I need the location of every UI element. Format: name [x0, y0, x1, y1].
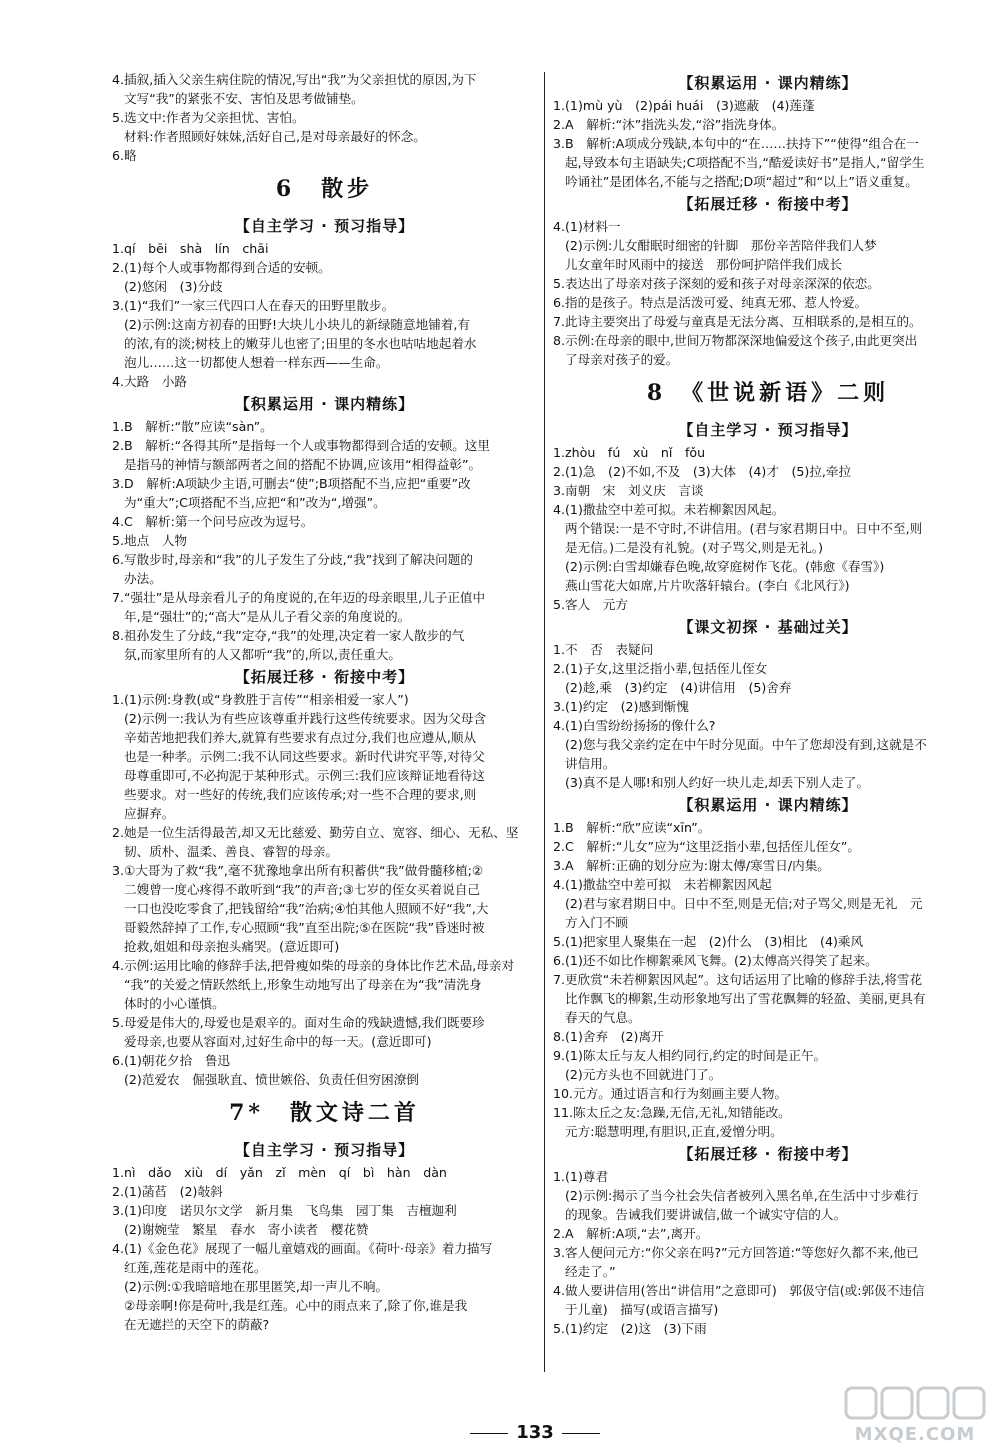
answer-line: 2.C 解析:“儿女”应为“这里泛指小辈,包括侄儿侄女”。 — [553, 839, 861, 854]
answer-line: 9.(1)陈太丘与友人相约同行,约定的时间是正午。 — [553, 1048, 827, 1063]
answer-line: (2)示例:①我暗暗地在那里匿笑,却一声儿不响。 — [124, 1279, 389, 1294]
answer-line: 5.(1)约定 (2)这 (3)下雨 — [553, 1321, 707, 1336]
answer-line: 也是一种孝。示例二:我不认同这些要求。新时代讲究平等,对待父 — [124, 749, 485, 764]
answer-line: 3.客人便问元方:“你父亲在吗?”元方回答道:“等您好久都不来,他已 — [553, 1245, 919, 1260]
answer-line: 的现象。告诫我们要讲诚信,做一个诚实守信的人。 — [565, 1207, 847, 1222]
answer-line: 1.(1)mù yù (2)pái huái (3)遮蔽 (4)莲蓬 — [553, 98, 815, 113]
answer-line: 2.(1)急 (2)不如,不及 (3)大体 (4)才 (5)拉,牵拉 — [553, 464, 852, 479]
answer-line: 起,导致本句主语缺失;C项搭配不当,“酷爱读好书”是指人,“留学生 — [565, 155, 925, 170]
answer-line: 5.地点 人物 — [112, 533, 187, 548]
answer-line: “我”的关爱之情跃然纸上,形象生动地写出了母亲在为“我”清洗身 — [124, 977, 482, 992]
answer-line: (2)示例:揭示了当今社会失信者被列入黑名单,在生活中寸步难行 — [565, 1188, 919, 1203]
answer-line: 讲信用。 — [565, 756, 616, 771]
page-number: 133 — [470, 1422, 600, 1444]
answer-line: 4.(1)《金色花》展现了一幅儿童嬉戏的画面。《荷叶·母亲》着力描写 — [112, 1241, 493, 1256]
section-heading: 【积累运用 · 课内精练】 — [678, 796, 858, 814]
answer-line: 4.(1)材料一 — [553, 219, 621, 234]
answer-line: 4.C 解析:第一个问号应改为逗号。 — [112, 514, 314, 529]
answer-line: 1.B 解析:“欣”应读“xīn”。 — [553, 820, 711, 835]
answer-line: 办法。 — [124, 571, 162, 586]
answer-line: 在无遮拦的天空下的荫蔽? — [124, 1317, 270, 1332]
section-heading: 【拓展迁移 · 衔接中考】 — [678, 195, 858, 213]
answer-line: 6.写散步时,母亲和“我”的儿子发生了分歧,“我”找到了解决问题的 — [112, 552, 473, 567]
answer-line: 爱母亲,也要从容面对,过好生命中的每一天。(意近即可) — [124, 1034, 432, 1049]
answer-line: 两个错误:一是不守时,不讲信用。(君与家君期日中。日中不至,则 — [565, 521, 923, 536]
answer-line: 3.(1)印度 诺贝尔文学 新月集 飞鸟集 园丁集 吉檀迦利 — [112, 1203, 457, 1218]
section-heading: 【自主学习 · 预习指导】 — [234, 217, 415, 235]
answer-line: 韧、质朴、温柔、善良、睿智的母亲。 — [124, 844, 339, 859]
answer-line: 1.qí bēi shà lín chāi — [112, 241, 269, 256]
answer-line: 哥毅然辞掉了工作,专心照顾“我”直至出院;⑤在医院“我”昏迷时被 — [124, 920, 485, 935]
section-heading: 【拓展迁移 · 衔接中考】 — [234, 668, 415, 686]
answer-line: 6.(1)还不如比作柳絮乘风飞舞。(2)太傅高兴得笑了起来。 — [553, 953, 878, 968]
section-heading: 【拓展迁移 · 衔接中考】 — [678, 1145, 858, 1163]
answer-line: (2)君与家君期日中。日中不至,则是无信;对子骂父,则是无礼 元 — [565, 896, 923, 911]
lesson-title: 7* 散文诗二首 — [229, 1100, 420, 1126]
answer-line: 材料:作者照顾好妹妹,活好自己,是对母亲最好的怀念。 — [124, 129, 426, 144]
answer-line: 辛茹苦地把我们养大,就算有些要求有点过分,我们也应遵从,顺从 — [124, 730, 477, 745]
answer-line: 1.(1)尊君 — [553, 1169, 609, 1184]
answer-line: 2.(1)子女,这里泛指小辈,包括侄儿侄女 — [553, 661, 768, 676]
answer-line: 元方:聪慧明理,有胆识,正直,爱憎分明。 — [565, 1124, 783, 1139]
answer-line: 6.略 — [112, 148, 137, 163]
answer-line: (2)元方头也不回就进门了。 — [565, 1067, 722, 1082]
answer-line: (2)趁,乘 (3)约定 (4)讲信用 (5)舍弃 — [565, 680, 792, 695]
answer-line: 6.指的是孩子。特点是活泼可爱、纯真无邪、惹人怜爱。 — [553, 295, 868, 310]
answer-line: 3.①大哥为了救“我”,毫不犹豫地拿出所有积蓄供“我”做骨髓移植;② — [112, 863, 484, 878]
answer-line: 7.更欣赏“未若柳絮因风起”。这句话运用了比喻的修辞手法,将雪花 — [553, 972, 923, 987]
answer-line: 二嫂曾一度心疼得不敢听到“我”的声音;③七岁的侄女买着说自己 — [124, 882, 481, 897]
section-heading: 【课文初探 · 基础过关】 — [678, 618, 858, 636]
answer-line: 5.表达出了母亲对孩子深刻的爱和孩子对母亲深深的依恋。 — [553, 276, 880, 291]
lesson-title: 8 《世说新语》二则 — [646, 380, 890, 406]
answer-line: 8.祖孙发生了分歧,“我”定夺,“我”的处理,决定着一家人散步的气 — [112, 628, 465, 643]
answer-line: (2)范爱农 倔强耿直、愤世嫉俗、负责任但穷困潦倒 — [124, 1072, 419, 1087]
watermark-emblem-icon — [840, 1384, 990, 1424]
left-column — [112, 70, 537, 1334]
answer-line: 经走了。” — [565, 1264, 616, 1279]
answer-line: 4.插叙,插入父亲生病住院的情况,写出“我”为父亲担忧的原因,为下 — [112, 72, 477, 87]
answer-line: 些要求。对一些好的传统,我们应该传承;对一些不合理的要求,则 — [124, 787, 477, 802]
answer-line: 1.(1)示例:身教(或“身教胜于言传”“相亲相爱一家人”) — [112, 692, 409, 707]
column-divider — [544, 72, 545, 1372]
answer-line: 燕山雪花大如席,片片吹落轩辕台。(李白《北风行》) — [565, 578, 850, 593]
answer-line: 春天的气息。 — [565, 1010, 641, 1025]
answer-line: 8.示例:在母亲的眼中,世间万物都深深地偏爱这个孩子,由此更突出 — [553, 333, 918, 348]
answer-line: 2.(1)每个人或事物都得到合适的安顿。 — [112, 260, 331, 275]
answer-line: 1.nì dǎo xiù dí yǎn zǐ mèn qí bì hàn dàn — [112, 1165, 447, 1180]
answer-line: 10.元方。通过语言和行为刻画主要人物。 — [553, 1086, 788, 1101]
answer-line: (2)示例:儿女酣眠时细密的针脚 那份辛苦陪伴我们人梦 — [565, 238, 877, 253]
answer-line: 1.B 解析:“散”应读“sàn”。 — [112, 419, 273, 434]
answer-line: 2.(1)菡萏 (2)敧斜 — [112, 1184, 223, 1199]
answer-line: 7.此诗主要突出了母爱与童真是无法分离、互相联系的,是相互的。 — [553, 314, 922, 329]
answer-line: 4.做人要讲信用(答出“讲信用”之意即可) 郭伋守信(或:郭伋不违信 — [553, 1283, 925, 1298]
answer-line: 2.B 解析:“各得其所”是指每一个人或事物都得到合适的安顿。这里 — [112, 438, 490, 453]
answer-line: ②母亲啊!你是荷叶,我是红莲。心中的雨点来了,除了你,谁是我 — [124, 1298, 468, 1313]
answer-line: 于儿童) 描写(或语言描写) — [565, 1302, 719, 1317]
answer-line: 4.示例:运用比喻的修辞手法,把骨瘦如柴的母亲的身体比作艺术品,母亲对 — [112, 958, 515, 973]
answer-line: (2)示例一:我认为有些应该尊重并践行这些传统要求。因为父母含 — [124, 711, 487, 726]
answer-line: 母尊重即可,不必拘泥于某种形式。示例三:我们应该辩证地看待这 — [124, 768, 485, 783]
answer-line: 2.A 解析:A项,“去”,离开。 — [553, 1226, 709, 1241]
answer-line: 比作飘飞的柳絮,生动形象地写出了雪花飘舞的轻盈、美丽,更具有 — [565, 991, 926, 1006]
answer-line: (3)真不是人哪!和别人约好一块儿走,却丢下别人走了。 — [565, 775, 869, 790]
answer-line: 文写“我”的紧张不安、害怕及思考做铺垫。 — [124, 91, 364, 106]
answer-line: 4.(1)撒盐空中差可拟。未若柳絮因风起。 — [553, 502, 785, 517]
answer-line: 3.D 解析:A项缺少主语,可删去“使”;B项搭配不当,应把“重要”改 — [112, 476, 471, 491]
right-column — [553, 70, 983, 1338]
answer-line: (2)您与我父亲约定在中午时分见面。中午了您却没有到,这就是不 — [565, 737, 927, 752]
answer-line: 年,是“强壮”的;“高大”是从儿子看父亲的角度说的。 — [124, 609, 411, 624]
answer-line: 抢救,姐姐和母亲抱头痛哭。(意近即可) — [124, 939, 340, 954]
answer-line: 方入门不顾 — [565, 915, 628, 930]
answer-line: 5.母爱是伟大的,母爱也是艰辛的。面对生命的残缺遗憾,我们既要珍 — [112, 1015, 485, 1030]
answer-line: 4.大路 小路 — [112, 374, 187, 389]
answer-line: 3.(1)约定 (2)感到惭愧 — [553, 699, 689, 714]
answer-line: (2)示例:这南方初春的田野!大块儿小块儿的新绿随意地铺着,有 — [124, 317, 470, 332]
answer-line: 11.陈太丘之友:急躁,无信,无礼,知错能改。 — [553, 1105, 791, 1120]
section-heading: 【积累运用 · 课内精练】 — [678, 74, 858, 92]
answer-line: 7.“强壮”是从母亲看儿子的角度说的,在年迈的母亲眼里,儿子正值中 — [112, 590, 486, 605]
answer-line: (2)悠闲 (3)分歧 — [124, 279, 223, 294]
answer-line: 3.(1)“我们”一家三代四口人在春天的田野里散步。 — [112, 298, 395, 313]
answer-line: 体时的小心谨慎。 — [124, 996, 225, 1011]
watermark-logo — [840, 1384, 990, 1450]
answer-line: 为“重大”;C项搭配不当,应把“和”改为“,增强”。 — [124, 495, 386, 510]
answer-line: 5.客人 元方 — [553, 597, 628, 612]
answer-line: 是指马的神情与额部两者之间的搭配不协调,应该用“相得益彰”。 — [124, 457, 482, 472]
answer-line: 儿女童年时风雨中的接送 那份呵护陪伴我们成长 — [565, 257, 843, 272]
section-heading: 【积累运用 · 课内精练】 — [234, 395, 415, 413]
answer-line: 了母亲对孩子的爱。 — [565, 352, 679, 367]
lesson-title: 6 散步 — [275, 176, 374, 202]
answer-line: (2)示例:白雪却嫌春色晚,故穿庭树作飞花。(韩愈《春雪》) — [565, 559, 885, 574]
answer-line: 5.(1)把家里人聚集在一起 (2)什么 (3)相比 (4)乘风 — [553, 934, 864, 949]
answer-line: 氛,而家里所有的人又都听“我”的,所以,责任重大。 — [124, 647, 401, 662]
answer-line: 2.A 解析:“沐”指洗头发,“浴”指洗身体。 — [553, 117, 785, 132]
answer-line: 2.她是一位生活得最苦,却又无比慈爱、勤劳自立、宽容、细心、无私、坚 — [112, 825, 519, 840]
answer-line: 1.不 否 表疑问 — [553, 642, 654, 657]
answer-line: (2)谢婉莹 繁星 春水 寄小读者 樱花赞 — [124, 1222, 369, 1237]
answer-line: 3.B 解析:A项成分残缺,本句中的“在……扶持下”“使得”组合在一 — [553, 136, 919, 151]
answer-line: 吟诵社”是团体名,不能与之搭配;D项“超过”和“以上”语义重复。 — [565, 174, 918, 189]
answer-line: 应摒弃。 — [124, 806, 175, 821]
answer-line: 3.南朝 宋 刘义庆 言谈 — [553, 483, 704, 498]
answer-line: 泡儿……这一切都使人想着一样东西——生命。 — [124, 355, 389, 370]
answer-line: 5.选文中:作者为父亲担忧、害怕。 — [112, 110, 305, 125]
answer-line: 4.(1)白雪纷纷扬扬的像什么? — [553, 718, 716, 733]
section-heading: 【自主学习 · 预习指导】 — [678, 421, 858, 439]
answer-line: 4.(1)撒盐空中差可拟 未若柳絮因风起 — [553, 877, 772, 892]
answer-line: 6.(1)朝花夕拾 鲁迅 — [112, 1053, 231, 1068]
answer-line: 是无信。)二是没有礼貌。(对子骂父,则是无礼。) — [565, 540, 824, 555]
watermark-text: MXQE.COM — [854, 1424, 976, 1445]
answer-line: 的浓,有的淡;树枝上的嫩芽儿也密了;田里的冬水也咕咕地起着水 — [124, 336, 477, 351]
answer-line: 一口也没吃零食了,把钱留给“我”治病;④怕其他人照顾不好“我”,大 — [124, 901, 489, 916]
answer-line: 3.A 解析:正确的划分应为:谢太傅/寒雪日/内集。 — [553, 858, 830, 873]
answer-line: 红莲,莲花是雨中的莲花。 — [124, 1260, 267, 1275]
answer-line: 1.zhòu fú xù nǐ fǒu — [553, 445, 706, 460]
answer-line: 8.(1)舍弃 (2)离开 — [553, 1029, 664, 1044]
section-heading: 【自主学习 · 预习指导】 — [234, 1141, 415, 1159]
